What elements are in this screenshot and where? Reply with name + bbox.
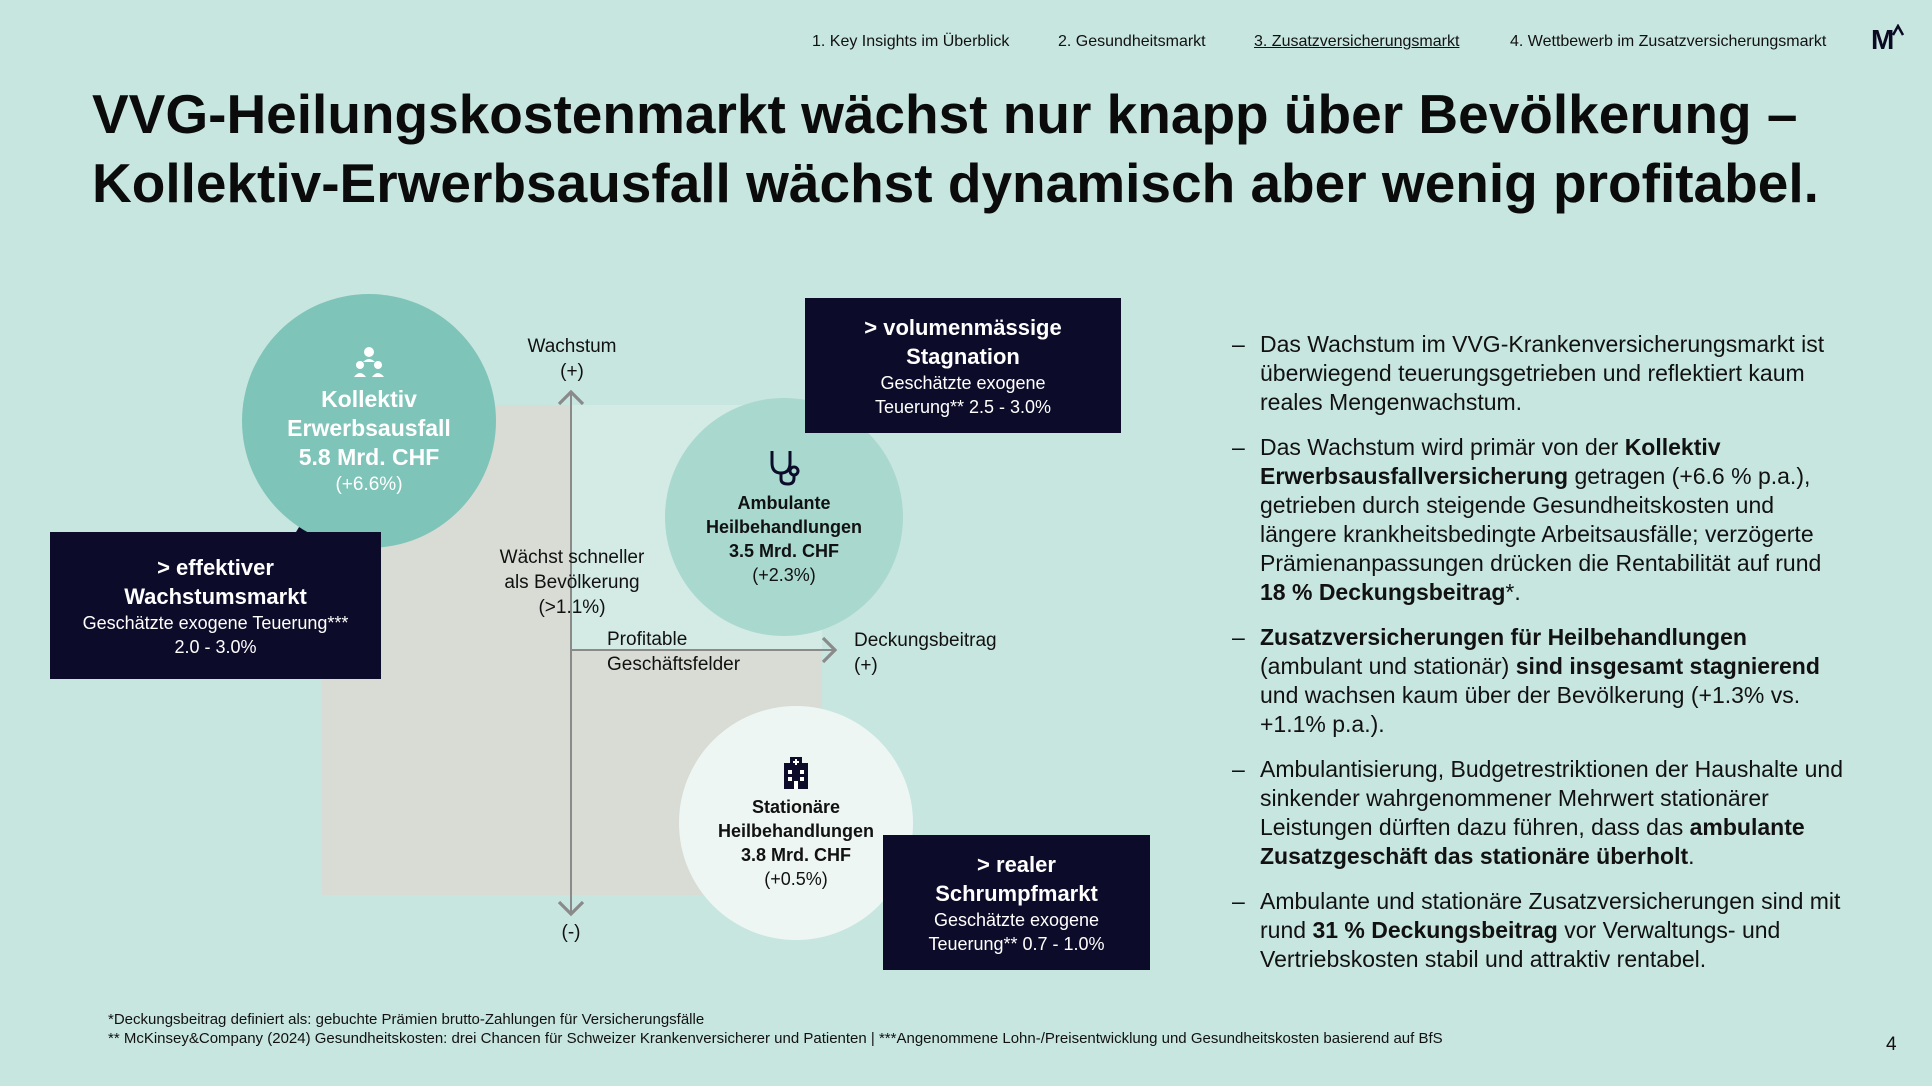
callout-volumenmaessige-stagnation: > volumenmässige Stagnation Geschätzte exogene Teuerung** 2.5 - 3.0% — [805, 298, 1121, 433]
profit-quadrant-label: Profitable Geschäftsfelder — [607, 629, 741, 675]
growth-threshold-label: Wächst schneller als Bevölkerung (>1.1%) — [499, 547, 645, 618]
nav-item-gesundheitsmarkt[interactable]: 2. Gesundheitsmarkt — [1058, 33, 1206, 50]
bullet-2: – Das Wachstum wird primär von der Kollektiv Erwerbsausfallversicherung getragen (+6.6 % p.a.), getrieben durch steigende Gesundheitskosten und längere krankheitsbedingte Arbeitsausfälle; verzögerte Prämienanpassungen drücken die Rentabilität auf rund 18 % Deckungsbeitrag*. — [1232, 434, 1822, 605]
x-axis-label: Deckungsbeitrag (+) — [854, 630, 997, 676]
bullet-4: – Ambulantisierung, Budgetrestriktionen der Haushalte und sinkender wahrgenommener Mehrwert stationärer Leistungen dürften dazu führen, dass das ambulante Zusatzgeschäft das stationäre überholt. — [1232, 756, 1844, 869]
page-title: VVG-Heilungskostenmarkt wächst nur knapp über Bevölkerung – Kollektiv-Erwerbsausfall wächst dynamisch aber wenig profitabel. — [92, 83, 1819, 214]
y-axis-label: Wachstum (+) — [527, 336, 617, 382]
company-logo: M — [1871, 24, 1904, 56]
page-number: 4 — [1886, 1034, 1897, 1055]
footnote-1: *Deckungsbeitrag definiert als: gebuchte Prämien brutto-Zahlungen für Versicherungsfälle — [108, 1011, 705, 1028]
nav-item-zusatzversicherungsmarkt[interactable]: 3. Zusatzversicherungsmarkt — [1254, 33, 1460, 50]
stethoscope-icon — [766, 447, 802, 487]
callout-realer-schrumpfmarkt: > realer Schrumpfmarkt Geschätzte exogene Teuerung** 0.7 - 1.0% — [883, 835, 1150, 970]
nav-item-wettbewerb[interactable]: 4. Wettbewerb im Zusatzversicherungsmarkt — [1510, 33, 1827, 50]
bullet-1: – Das Wachstum im VVG-Krankenversicherungsmarkt ist überwiegend teuerungsgetrieben und reflektiert kaum reales Mengenwachstum. — [1232, 331, 1825, 415]
footnote-2: ** McKinsey&Company (2024) Gesundheitskosten: drei Chancen für Schweizer Krankenversicherer und Patienten | ***Angenommene Lohn-/Preisentwicklung und Gesundheitskosten basierend auf BfS — [108, 1030, 1443, 1047]
bullet-5: – Ambulante und stationäre Zusatzversicherungen sind mit rund 31 % Deckungsbeitrag vor Verwaltungs- und Vertriebskosten stabil und attraktiv rentabel. — [1232, 888, 1841, 972]
bubble-ambulante-heilbehandlungen: Ambulante Heilbehandlungen 3.5 Mrd. CHF (+2.3%) — [665, 398, 903, 636]
callout-effektiver-wachstumsmarkt: > effektiver Wachstumsmarkt Geschätzte exogene Teuerung*** 2.0 - 3.0% — [50, 532, 381, 679]
bubble-stationaere-heilbehandlungen: Stationäre Heilbehandlungen 3.8 Mrd. CHF (+0.5%) — [679, 706, 913, 940]
y-axis-minus: (-) — [561, 922, 581, 943]
bullet-3: – Zusatzversicherungen für Heilbehandlungen (ambulant und stationär) sind insgesamt stagnierend und wachsen kaum über der Bevölkerung (+1.3% vs. +1.1% p.a.). — [1232, 624, 1820, 737]
group-icon — [352, 345, 386, 379]
bubble-kollektiv-erwerbsausfall: Kollektiv Erwerbsausfall 5.8 Mrd. CHF (+6.6%) — [242, 294, 496, 548]
nav-item-key-insights[interactable]: 1. Key Insights im Überblick — [812, 33, 1010, 50]
hospital-icon — [780, 755, 812, 789]
bullet-list — [1232, 330, 1852, 990]
